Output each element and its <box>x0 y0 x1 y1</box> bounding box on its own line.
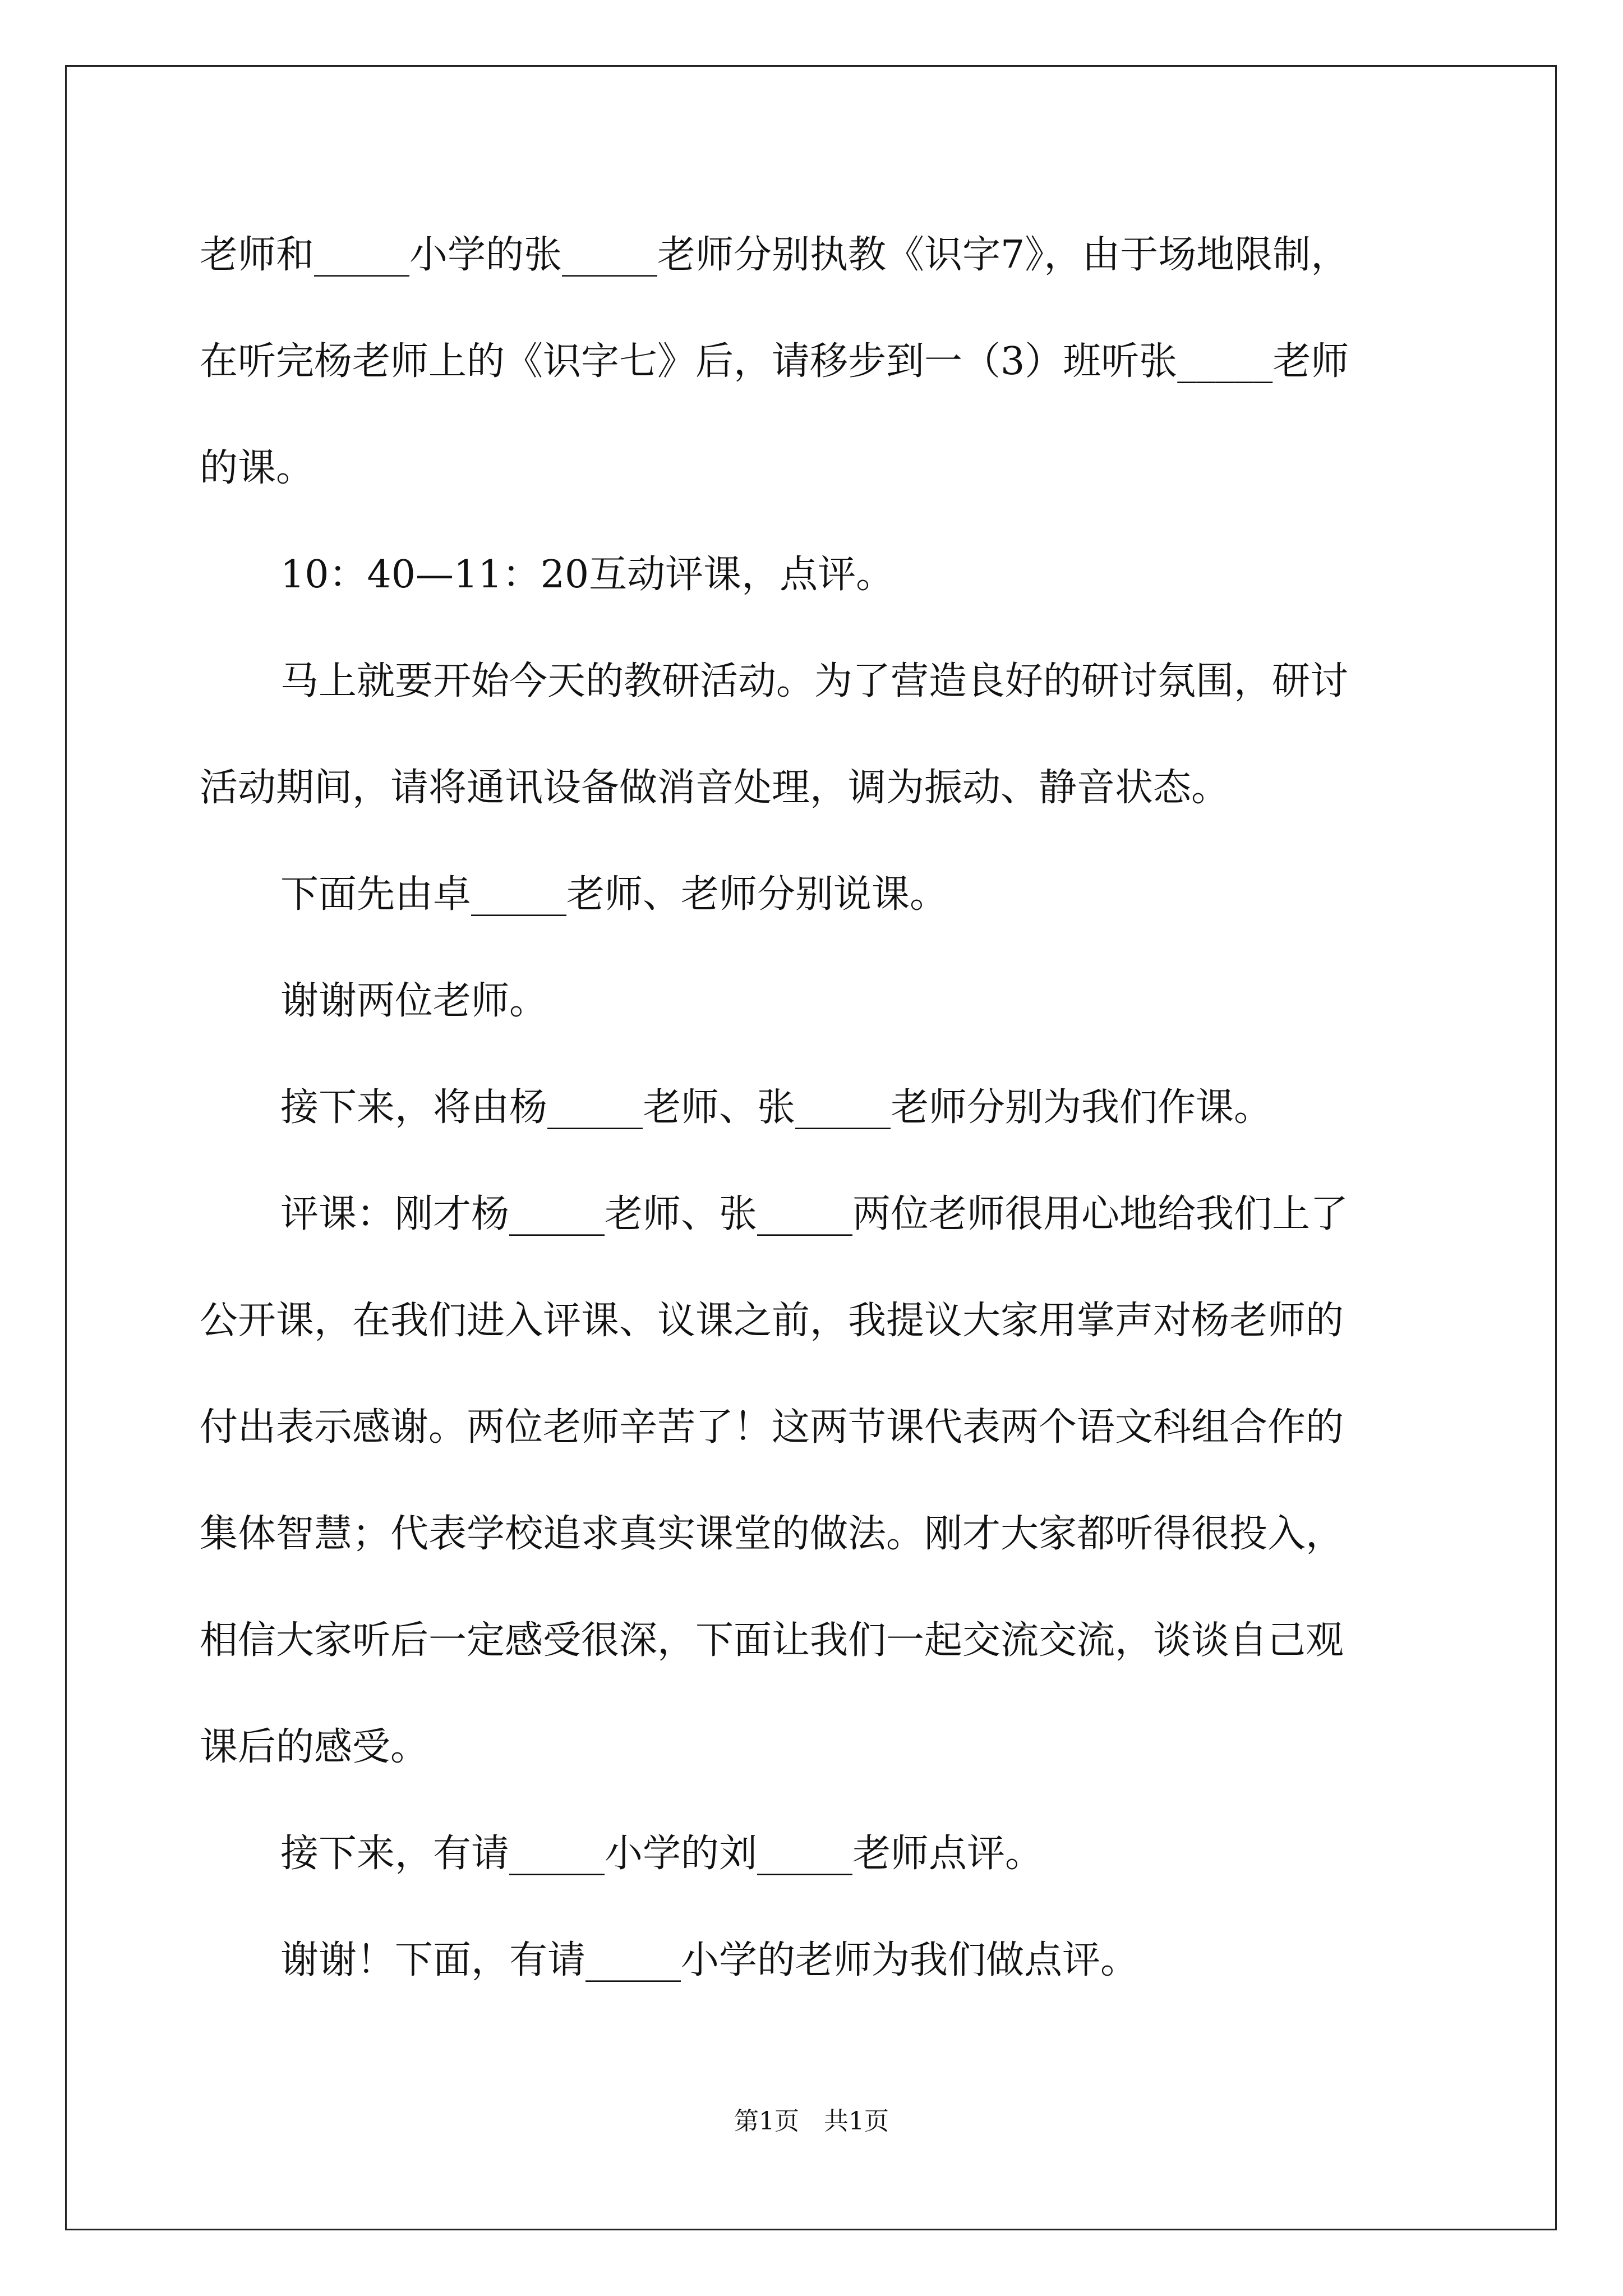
text-line-7: 下面先由卓_____老师、老师分别说课。 <box>280 872 948 917</box>
page-footer: 第1页 共1页 <box>734 2107 889 2136</box>
text-line-14: 相信大家听后一定感受很深，下面让我们一起交流交流，谈谈自己观 <box>200 1618 1344 1663</box>
text-line-3: 的课。 <box>200 446 315 490</box>
text-line-11: 公开课，在我们进入评课、议课之前，我提议大家用掌声对杨老师的 <box>200 1299 1344 1343</box>
text-line-17: 谢谢！下面，有请_____小学的老师为我们做点评。 <box>280 1938 1139 1982</box>
text-line-2: 在听完杨老师上的《识字七》后，请移步到一（3）班听张_____老师 <box>200 339 1349 384</box>
text-line-12: 付出表示感谢。两位老师辛苦了！这两节课代表两个语文科组合作的 <box>200 1405 1344 1450</box>
text-line-8: 谢谢两位老师。 <box>280 979 548 1023</box>
text-line-15: 课后的感受。 <box>200 1725 429 1769</box>
text-line-4: 10：40—11：20互动评课，点评。 <box>280 553 895 597</box>
text-line-5: 马上就要开始今天的教研活动。为了营造良好的研讨氛围，研讨 <box>280 659 1349 703</box>
text-line-16: 接下来，有请_____小学的刘_____老师点评。 <box>280 1832 1044 1876</box>
text-line-9: 接下来，将由杨_____老师、张_____老师分别为我们作课。 <box>280 1085 1272 1130</box>
text-line-10: 评课：刚才杨_____老师、张_____两位老师很用心地给我们上了 <box>280 1192 1349 1236</box>
document-body <box>200 202 1428 2014</box>
text-line-6: 活动期间，请将通讯设备做消音处理，调为振动、静音状态。 <box>200 766 1230 810</box>
text-line-1: 老师和_____小学的张_____老师分别执教《识字7》，由于场地限制， <box>200 233 1349 277</box>
text-line-13: 集体智慧；代表学校追求真实课堂的做法。刚才大家都听得很投入， <box>200 1512 1344 1556</box>
